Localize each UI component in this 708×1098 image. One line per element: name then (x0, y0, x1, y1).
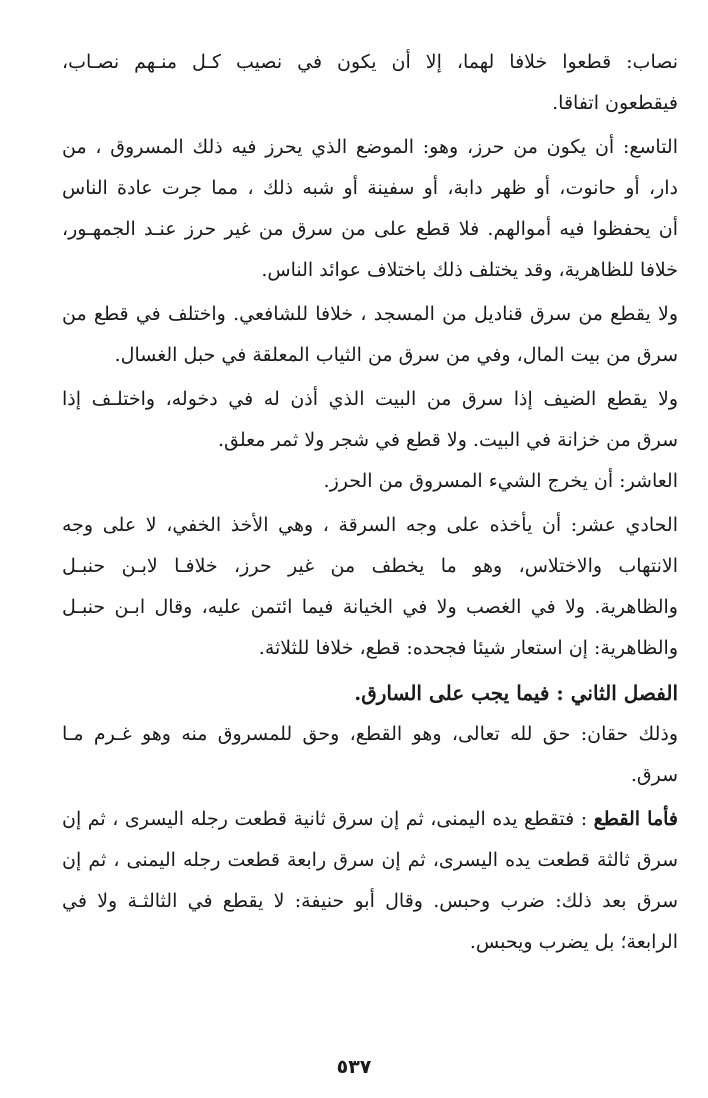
page-body (62, 42, 678, 963)
text-line: والظاهرية: إن استعار شيئا فجحده: قطع، خلافا للثلاثة. (258, 637, 678, 659)
text-line: الحادي عشر: أن يأخذه على وجه السرقة ، وهي الأخذ الخفي، لا على وجه (62, 514, 678, 536)
text-line: التاسع: أن يكون من حرز، وهو: الموضع الذي يحرز فيه ذلك المسروق ، من (62, 136, 678, 158)
text-line: سرق. (630, 764, 678, 786)
bold-lead-term: فأما القطع (593, 808, 678, 830)
text-line: ولا يقطع الضيف إذا سرق من البيت الذي أذن له في دخوله، واختلـف إذا (62, 388, 678, 410)
text-line: سرق ثالثة قطعت يده اليسرى، ثم إن سرق رابعة قطعت رجله اليمنى ، ثم إن (62, 849, 678, 871)
text-line: أن يحفظوا فيه أموالهم. فلا قطع على من سرق من غير حرز عنـد الجمهـور، (62, 218, 678, 240)
text-line: الرابعة؛ بل يضرب ويحبس. (469, 931, 678, 953)
text-line: والظاهرية. ولا في الغصب ولا في الخيانة فيما ائتمن عليه، وقال ابـن حنبـل (62, 596, 678, 618)
text-line: دار، أو حانوت، أو ظهر دابة، أو سفينة أو شبه ذلك ، مما جرت عادة الناس (62, 177, 678, 199)
text-line: خلافا للظاهرية، وقد يختلف ذلك باختلاف عوائد الناس. (261, 259, 678, 281)
text-line-rest: : فتقطع يده اليمنى، ثم إن سرق ثانية قطعت رجله اليسرى ، ثم إن (62, 808, 594, 830)
section-heading: الفصل الثاني : فيما يجب على السارق. (354, 681, 678, 705)
text-line: سرق من بيت المال، وفي من سرق من الثياب المعلقة في حبل الغسال. (114, 344, 678, 366)
page-number: ٥٣٧ (336, 1056, 372, 1078)
text-line (62, 799, 678, 840)
text-line: سرق بعد ذلك: ضرب وحبس. وقال أبو حنيفة: لا يقطع في الثالثـة ولا في (62, 890, 678, 912)
text-line: نصاب: قطعوا خلافا لهما، إلا أن يكون في نصيب كـل منـهم نصـاب، (62, 51, 678, 73)
text-line: سرق من خزانة في البيت. ولا قطع في شجر ولا ثمر معلق. (217, 429, 678, 451)
text-line: فيقطعون اتفاقا. (552, 92, 678, 114)
text-line: وذلك حقان: حق لله تعالى، وهو القطع، وحق للمسروق منه وهو غـرم مـا (62, 723, 678, 745)
text-line: الانتهاب والاختلاس، وهو ما يخطف من غير حرز، خلافـا لابـن حنبـل (62, 555, 678, 577)
text-line: العاشر: أن يخرج الشيء المسروق من الحرز. (323, 470, 678, 492)
text-line: ولا يقطع من سرق قناديل من المسجد ، خلافا للشافعي. واختلف في قطع من (62, 303, 678, 325)
